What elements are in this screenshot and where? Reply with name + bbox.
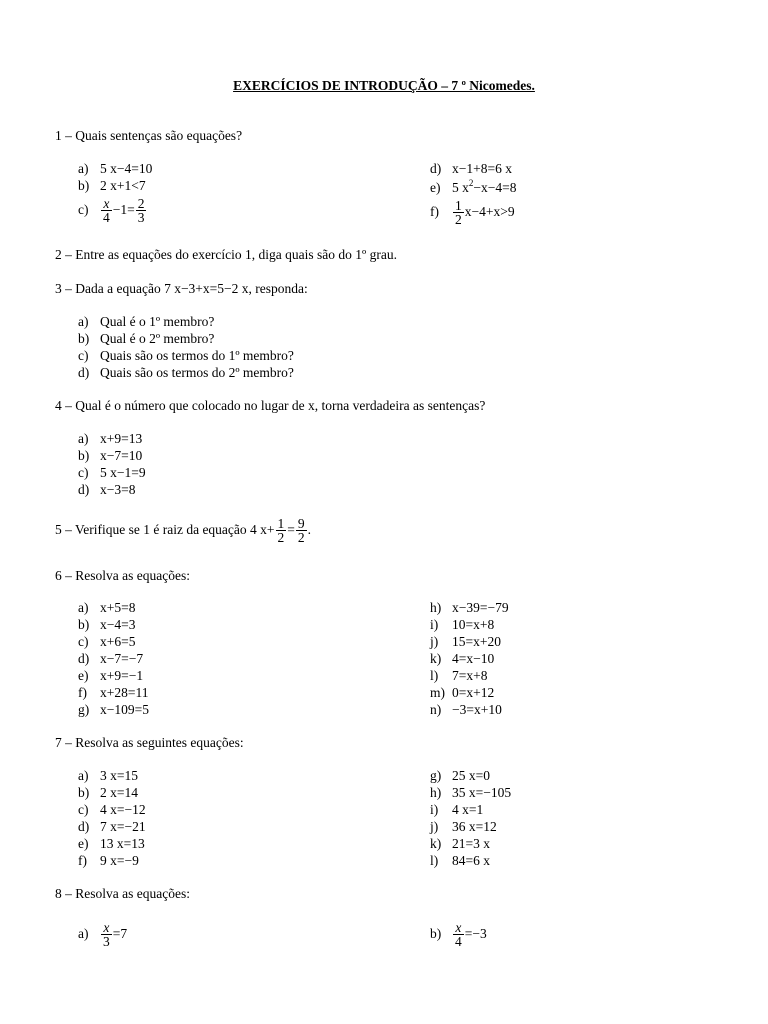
item-label: d) <box>78 651 90 666</box>
item-label: l) <box>430 668 439 683</box>
item-text: 0=x+12 <box>452 685 495 700</box>
question-6-prompt: 6 – Resolva as equações: <box>55 568 190 583</box>
item-text: 15=x+20 <box>452 634 501 649</box>
question-5-prompt <box>55 514 311 546</box>
q7-item <box>430 784 511 801</box>
item-text: x−1+8=6 x <box>452 161 512 176</box>
item-label: g) <box>430 768 442 783</box>
item-label: k) <box>430 651 442 666</box>
q7-item <box>78 818 146 835</box>
fraction: $\frac{1}{2}$ <box>455 198 462 228</box>
exponent: 2 <box>468 178 474 188</box>
item-text: x+5=8 <box>100 600 136 615</box>
item-label: c) <box>78 465 89 480</box>
item-text: 4=x−10 <box>452 651 495 666</box>
item-label: f) <box>430 204 439 219</box>
item-label: m) <box>430 685 445 700</box>
item-label: a) <box>78 600 89 615</box>
item-text: 21=3 x <box>452 836 490 851</box>
q6-item <box>430 599 509 616</box>
item-text: x−4=3 <box>100 617 136 632</box>
item-text: 7=x+8 <box>452 668 488 683</box>
item-label: d) <box>430 161 442 176</box>
item-text: 2 x+1<7 <box>100 178 146 193</box>
q6-item <box>78 599 135 616</box>
item-text: x−3=8 <box>100 482 136 497</box>
item-text: x−7=−7 <box>100 651 144 666</box>
item-label: b) <box>78 331 90 346</box>
item-label: c) <box>78 202 89 217</box>
item-label: k) <box>430 836 442 851</box>
item-text: 9 x=−9 <box>100 853 139 868</box>
item-label: a) <box>78 768 89 783</box>
q8-item-a <box>78 918 127 950</box>
item-text: −1= <box>112 202 135 217</box>
item-label: e) <box>430 180 441 195</box>
item-label: i) <box>430 802 439 817</box>
equals-sign: = <box>287 522 295 537</box>
q7-item <box>78 767 138 784</box>
q7-item <box>430 852 490 869</box>
q1-item-c <box>78 195 147 225</box>
q4-item-b <box>78 447 142 464</box>
q3-item-a <box>78 313 214 330</box>
item-text: x+28=11 <box>100 685 149 700</box>
fraction: $\frac{x}{4}$ <box>455 920 462 950</box>
q7-item <box>430 801 483 818</box>
item-label: b) <box>78 617 90 632</box>
item-text: 2 x=14 <box>100 785 138 800</box>
item-text: −x−4=8 <box>473 180 517 195</box>
q1-item-a <box>78 160 152 177</box>
item-text: 5 x−4=10 <box>100 161 153 176</box>
item-text: −3=x+10 <box>452 702 502 717</box>
item-text: x+9=13 <box>100 431 143 446</box>
question-3-prompt: 3 – Dada a equação 7 x−3+x=5−2 x, responda: <box>55 281 308 296</box>
item-text: =−3 <box>464 926 487 941</box>
fraction: $\frac{1}{2}$ <box>277 516 285 546</box>
item-text: 10=x+8 <box>452 617 495 632</box>
question-1-prompt: 1 – Quais sentenças são equações? <box>55 128 243 143</box>
item-text: 7 x=−21 <box>100 819 146 834</box>
question-7-prompt: 7 – Resolva as seguintes equações: <box>55 735 244 750</box>
q1-item-e <box>430 179 516 196</box>
fraction: $\frac{x}{4}$ <box>103 196 110 226</box>
fraction: $\frac{9}{2}$ <box>297 516 305 546</box>
fraction: $\frac{2}{3}$ <box>137 196 145 226</box>
q6-item <box>430 684 494 701</box>
item-text: 25 x=0 <box>452 768 490 783</box>
item-label: c) <box>78 634 89 649</box>
q3-item-b <box>78 330 214 347</box>
question-4-prompt: 4 – Qual é o número que colocado no lugar de x, torna verdadeira as sentenças? <box>55 398 486 413</box>
item-text: 5 x−1=9 <box>100 465 146 480</box>
q1-item-d <box>430 160 512 177</box>
question-2-prompt: 2 – Entre as equações do exercício 1, diga quais são do 1º grau. <box>55 247 397 262</box>
q7-item <box>430 818 497 835</box>
item-text: x−7=10 <box>100 448 143 463</box>
item-label: f) <box>78 853 87 868</box>
q6-item <box>78 633 135 650</box>
q7-item <box>78 852 139 869</box>
item-label: d) <box>78 482 90 497</box>
q4-item-c <box>78 464 146 481</box>
item-text: 5 x <box>452 180 469 195</box>
period: . <box>307 522 312 537</box>
item-label: j) <box>430 819 439 834</box>
item-text: Qual é o 2º membro? <box>100 331 215 346</box>
item-label: h) <box>430 785 442 800</box>
item-label: a) <box>78 926 89 941</box>
item-label: a) <box>78 431 89 446</box>
item-label: a) <box>78 161 89 176</box>
item-text: 36 x=12 <box>452 819 497 834</box>
item-text: Quais são os termos do 2º membro? <box>100 365 294 380</box>
q3-item-d <box>78 364 294 381</box>
item-label: d) <box>78 365 90 380</box>
item-label: b) <box>430 926 442 941</box>
item-label: j) <box>430 634 439 649</box>
q6-item <box>78 701 149 718</box>
q6-item <box>430 667 487 684</box>
q1-item-f <box>430 197 515 227</box>
item-label: h) <box>430 600 442 615</box>
item-text: 35 x=−105 <box>452 785 512 800</box>
q6-item <box>78 650 143 667</box>
item-text: 84=6 x <box>452 853 490 868</box>
q6-item <box>78 684 148 701</box>
item-label: a) <box>78 314 89 329</box>
item-text: 3 x=15 <box>100 768 138 783</box>
q6-item <box>430 650 494 667</box>
q8-item-b <box>430 918 487 950</box>
q4-item-a <box>78 430 142 447</box>
item-text: x−4+x>9 <box>464 204 515 219</box>
q4-item-d <box>78 481 135 498</box>
q6-item <box>430 633 501 650</box>
q3-item-c <box>78 347 294 364</box>
item-label: c) <box>78 348 89 363</box>
item-text: =7 <box>112 926 128 941</box>
item-text: 4 x=−12 <box>100 802 146 817</box>
q6-item <box>430 701 502 718</box>
item-label: d) <box>78 819 90 834</box>
item-text: 4 x=1 <box>452 802 484 817</box>
item-text: Qual é o 1º membro? <box>100 314 215 329</box>
item-label: l) <box>430 853 439 868</box>
item-text: Quais são os termos do 1º membro? <box>100 348 294 363</box>
page-title: EXERCÍCIOS DE INTRODUÇÃO – 7 º Nicomedes. <box>233 78 535 93</box>
item-label: e) <box>78 668 89 683</box>
item-label: n) <box>430 702 442 717</box>
item-label: b) <box>78 448 90 463</box>
item-label: g) <box>78 702 90 717</box>
q7-item <box>430 835 490 852</box>
item-text: x−109=5 <box>100 702 149 717</box>
item-text: x+9=−1 <box>100 668 144 683</box>
prompt-text: 5 – Verifique se 1 é raiz da equação 4 x+ <box>55 522 275 537</box>
q7-item <box>78 835 145 852</box>
fraction: $\frac{x}{3}$ <box>103 920 110 950</box>
q6-item <box>78 616 135 633</box>
item-label: i) <box>430 617 439 632</box>
item-text: 13 x=13 <box>100 836 145 851</box>
item-text: x+6=5 <box>100 634 136 649</box>
item-label: c) <box>78 802 89 817</box>
item-text: x−39=−79 <box>452 600 509 615</box>
item-label: f) <box>78 685 87 700</box>
item-label: b) <box>78 785 90 800</box>
q1-item-b <box>78 177 146 194</box>
item-label: e) <box>78 836 89 851</box>
q7-item <box>78 801 146 818</box>
q7-item <box>430 767 490 784</box>
question-8-prompt: 8 – Resolva as equações: <box>55 886 190 901</box>
item-label: b) <box>78 178 90 193</box>
q6-item <box>78 667 143 684</box>
q7-item <box>78 784 138 801</box>
q6-item <box>430 616 494 633</box>
